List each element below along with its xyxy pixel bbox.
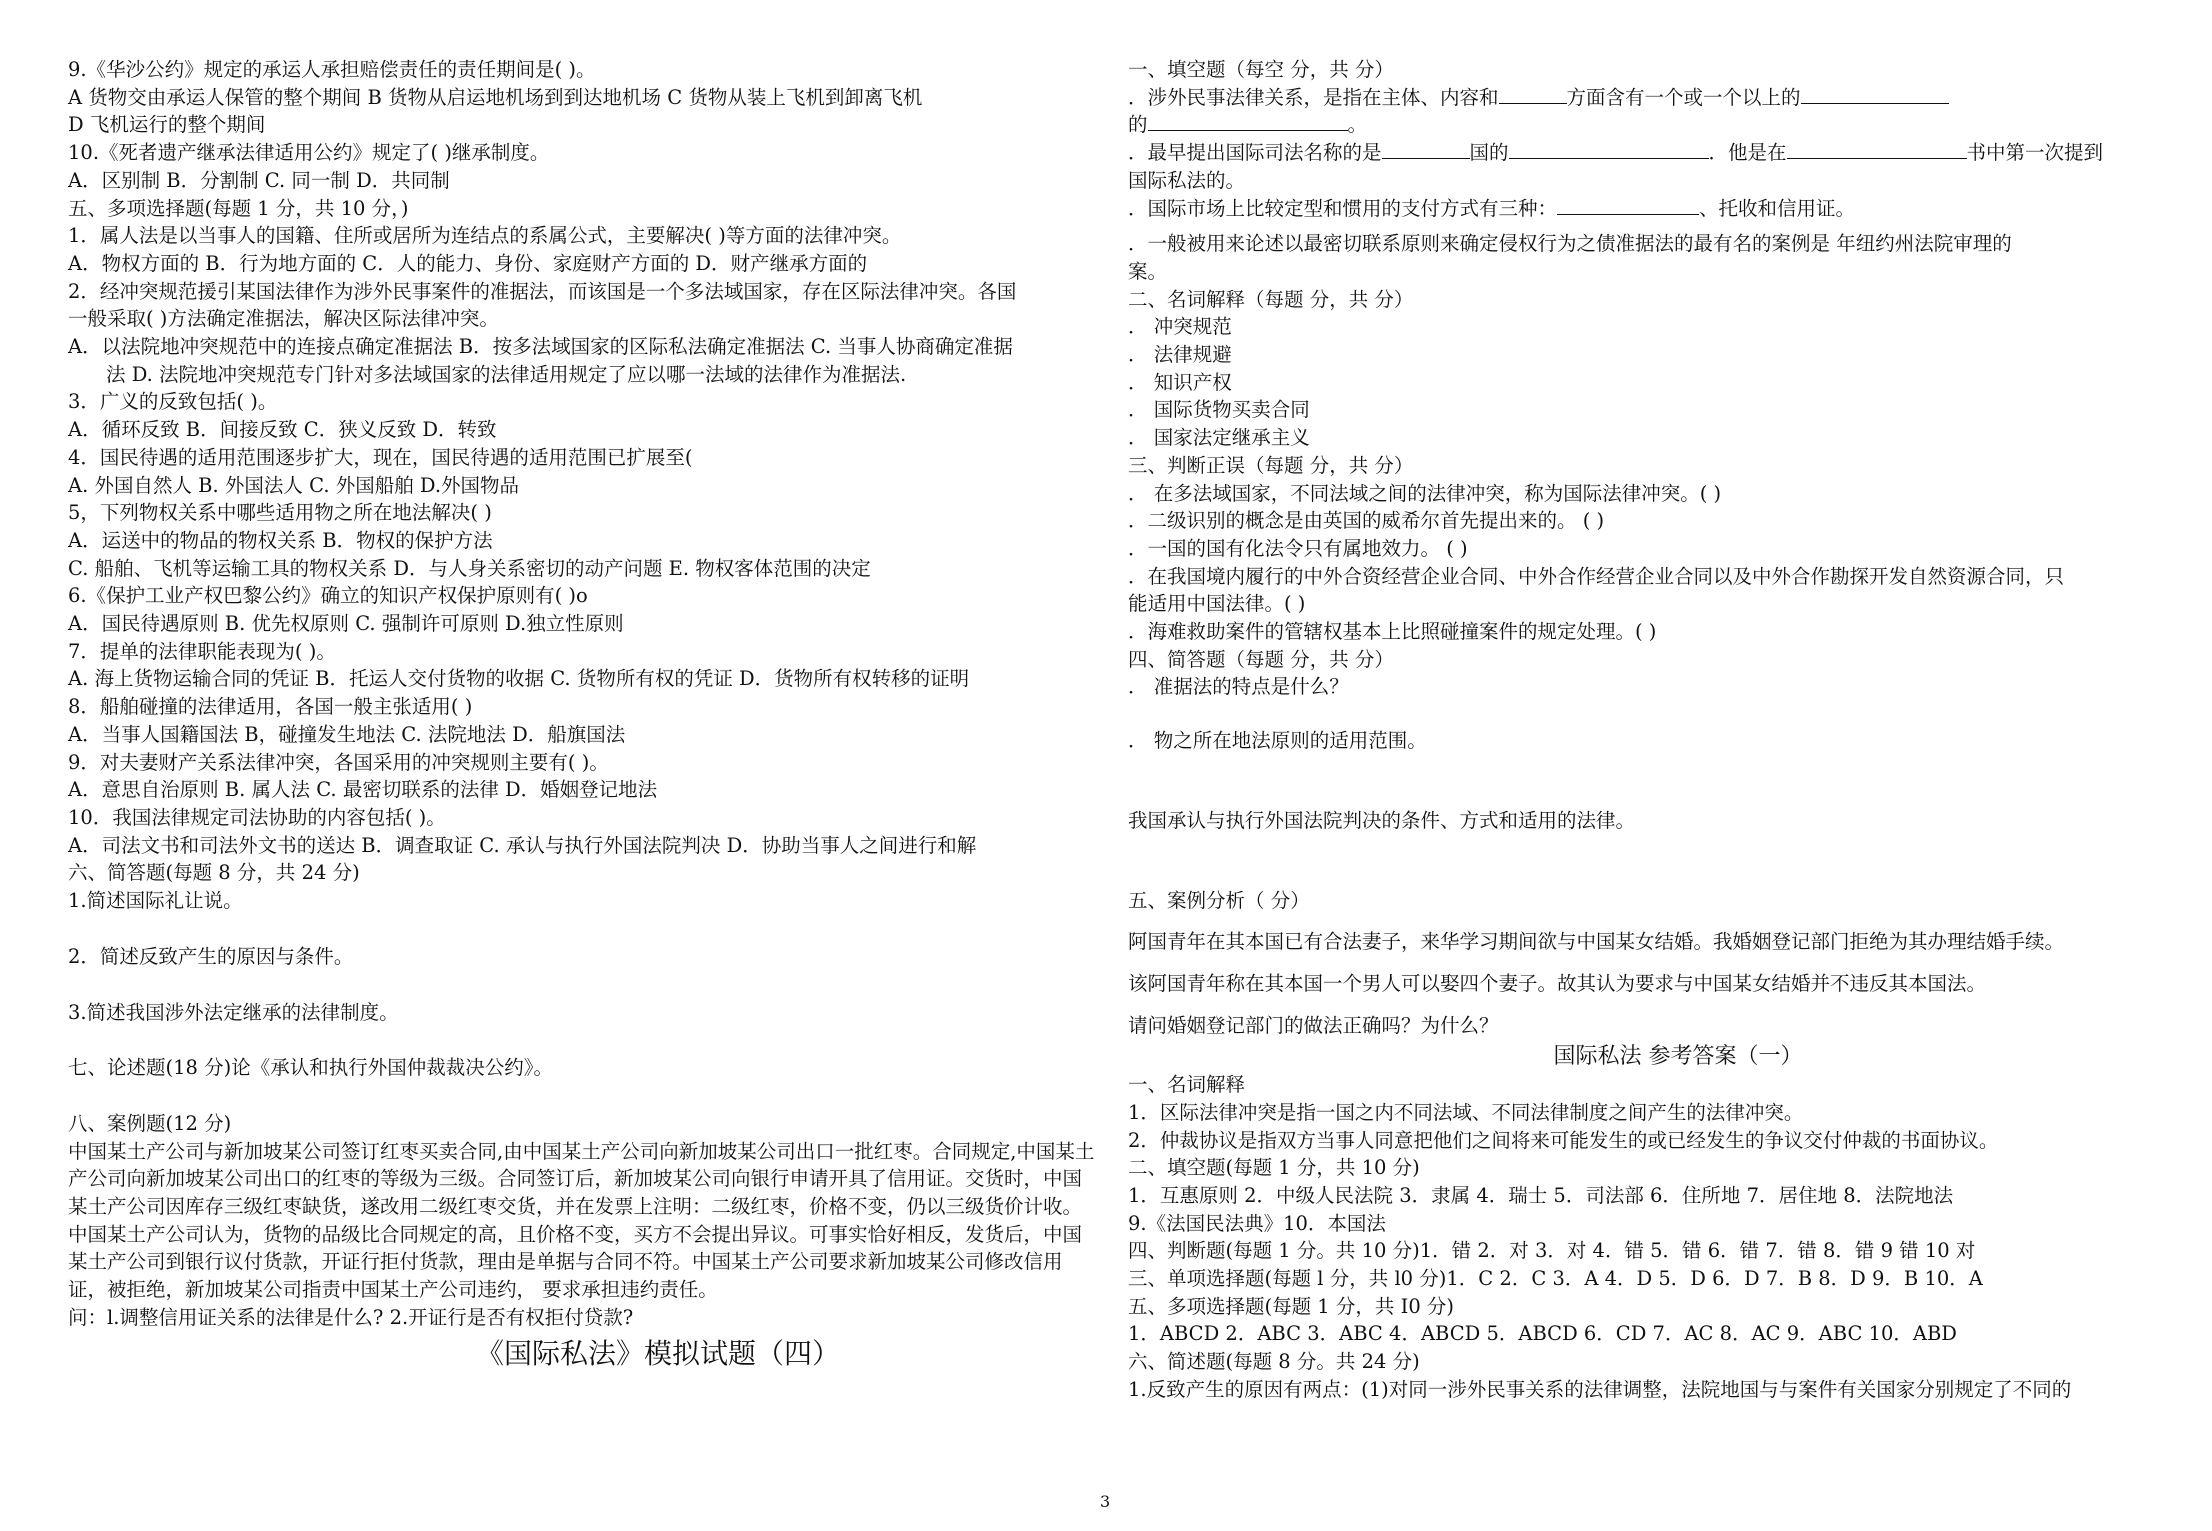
text-line: 2．简述反致产生的原因与条件。 [68, 944, 354, 968]
section-heading: 五、多项选择题(每题 1 分，共 I0 分) [1128, 1294, 1455, 1318]
text-line: 9.《华沙公约》规定的承运人承担赔偿责任的责任期间是( )。 [68, 58, 596, 81]
text-line: D 飞机运行的整个期间 [68, 113, 266, 137]
text-line: ． 准据法的特点是什么？ [1128, 675, 1349, 699]
section-heading: 一、填空题（每空 分，共 分） [1128, 58, 1394, 81]
text-line: 10.《死者遗产继承法律适用公约》规定了( )继承制度。 [68, 141, 550, 165]
section-heading: 八、案例题(12 分) [68, 1111, 232, 1135]
text-line: 3.简述我国涉外法定继承的法律制度。 [68, 1000, 399, 1024]
case-paragraph: 中国某土产公司与新加坡某公司签订红枣买卖合同,由中国某土产公司向新加坡某公司出口一批红枣。合同规定,中国某土产公司向新加坡某公司出口的红枣的等级为三级。合同签订后，新加坡某公司向银行申请开具了信用证。交货时，中国某土产公司因库存三级红枣缺货，遂改用二级红枣交货，并在发票上注明：二级红枣，价格不变，仍以三级货价计收。中国某土产公司认为，货物的品级比合同规定的高，且价格不变，买方不会提出异议。可事实恰好相反，发货后，中国某土产公司到银行议付货款，开证行拒付货款，理由是单据与合同不符。中国某土产公司要求新加坡某公司修改信用证，被拒绝，新加坡某公司指责中国某土产公司违约， 要求承担违约责任。 [68, 1139, 1095, 1302]
text-line: ．国际市场上比较定型和惯用的支付方式有三种： 、托收和信用证。 [1128, 196, 1856, 220]
text-line: ．一般被用来论述以最密切联系原则来确定侵权行为之债准据法的最有名的案例是 年纽约州法院审理的 [1128, 232, 2012, 256]
page-number: 3 [1100, 1492, 1111, 1511]
text-line: 请问婚姻登记部门的做法正确吗？为什么？ [1128, 1013, 1499, 1037]
text-line: ．涉外民事法律关系，是指在主体、内容和 方面含有一个或一个以上的 [1128, 84, 2168, 112]
text-line: ． 国际货物买卖合同 [1128, 398, 1310, 422]
text-line: A．意思自治原则 B. 属人法 C. 最密切联系的法律 D．婚姻登记地法 [68, 778, 658, 802]
section-heading: 六、简述题(每题 8 分。共 24 分) [1128, 1350, 1420, 1374]
text-line: C. 船舶、飞机等运输工具的物权关系 D．与人身关系密切的动产问题 E. 物权客体范围的决定 [68, 556, 871, 580]
text-line: 国际私法的。 [1128, 168, 1246, 192]
text-line: A．国民待遇原则 B. 优先权原则 C. 强制许可原则 D.独立性原则 [68, 612, 624, 636]
text-line: 我国承认与执行外国法院判决的条件、方式和适用的法律。 [1128, 808, 1636, 832]
section-heading: 五、多项选择题(每题 1 分，共 10 分，) [68, 196, 409, 220]
text-line: ．在我国境内履行的中外合资经营企业合同、中外合作经营企业合同以及中外合作勘探开发自然资源合同，只 [1128, 564, 2065, 588]
text-line: 10．我国法律规定司法协助的内容包括( )。 [68, 805, 446, 829]
text-line: 1.简述国际礼让说。 [68, 889, 243, 913]
section-heading: 七、论述题(18 分)论《承认和执行外国仲裁裁决公约》。 [68, 1056, 553, 1080]
text-line: ．一国的国有化法令只有属地效力。 ( ) [1128, 536, 1468, 560]
text-line: 8．船舶碰撞的法律适用，各国一般主张适用( ) [68, 695, 473, 719]
text-line: 2．经冲突规范援引某国法律作为涉外民事案件的准据法，而该国是一个多法域国家，存在区际法律冲突。各国 [68, 279, 1017, 303]
text-line: 三、单项选择题(每题 l 分，共 l0 分)1．C 2．C 3．A 4．D 5．D 6．D 7．B 8．D 9．B 10．A [1128, 1267, 1983, 1291]
text-line: ． 国家法定继承主义 [1128, 426, 1310, 450]
text-line: A 货物交由承运人保管的整个期间 B 货物从启运地机场到到达地机场 C 货物从装上飞机到卸离飞机 [68, 85, 923, 109]
exam-title: 《国际私法》模拟试题（四） [475, 1336, 840, 1370]
section-heading: 二、名词解释（每题 分，共 分） [1128, 287, 1414, 311]
text-line: 该阿国青年称在其本国一个男人可以娶四个妻子。故其认为要求与中国某女结婚并不违反其本国法。 [1128, 971, 1987, 995]
text-line: 6.《保护工业产权巴黎公约》确立的知识产权保护原则有( )o [68, 584, 588, 608]
text-line: 2．仲裁协议是指双方当事人同意把他们之间将来可能发生的或已经发生的争议交付仲裁的书面协议。 [1128, 1128, 1999, 1152]
text-line: 3．广义的反致包括( )。 [68, 390, 278, 414]
section-heading: 五、案例分析（ 分） [1128, 888, 1310, 912]
text-line: A．区别制 B．分割制 C. 同一制 D．共同制 [68, 168, 450, 192]
text-line: 阿国青年在其本国已有合法妻子，来华学习期间欲与中国某女结婚。我婚姻登记部门拒绝为其办理结婚手续。 [1128, 930, 2065, 954]
text-line: 1．属人法是以当事人的国籍、住所或居所为连结点的系属公式，主要解决( )等方面的法律冲突。 [68, 224, 902, 248]
text-line: A．当事人国籍国法 B，碰撞发生地法 C. 法院地法 D．船旗国法 [68, 722, 626, 746]
text-line: A．物权方面的 B．行为地方面的 C．人的能力、身份、家庭财产方面的 D．财产继承方面的 [68, 251, 868, 275]
text-line: 1．ABCD 2．ABC 3．ABC 4．ABCD 5．ABCD 6．CD 7．AC 8．AC 9．ABC 10．ABD [1128, 1322, 1957, 1346]
section-heading: 三、判断正误（每题 分，共 分） [1128, 453, 1414, 477]
text-line: ． 冲突规范 [1128, 315, 1232, 339]
text-line: 四、判断题(每题 1 分。共 10 分)1．错 2．对 3．对 4．错 5．错 6．错 7．错 8．错 9 错 10 对 [1128, 1239, 1976, 1263]
text-line: 1.反致产生的原因有两点：(1)对同一涉外民事关系的法律调整，法院地国与与案件有关国家分别规定了不同的 [1128, 1377, 2072, 1401]
text-line: 9.《法国民法典》10．本国法 [1128, 1211, 1386, 1235]
text-line: ．二级识别的概念是由英国的威希尔首先提出来的。 ( ) [1128, 509, 1605, 533]
text-line: A．运送中的物品的物权关系 B．物权的保护方法 [68, 528, 493, 552]
text-line: A. 外国自然人 B. 外国法人 C. 外国船舶 D.外国物品 [68, 473, 520, 497]
text-line: A．以法院地冲突规范中的连接点确定准据法 B．按多法域国家的区际私法确定准据法 C. 当事人协商确定准据 [68, 335, 1013, 359]
text-line: 法 D. 法院地冲突规范专门针对多法域国家的法律适用规定了应以哪一法域的法律作为准据法. [106, 362, 907, 386]
section-heading: 四、简答题（每题 分，共 分） [1128, 647, 1394, 671]
text-line: 的 。 [1128, 113, 1368, 137]
text-line: ．最早提出国际司法名称的是 国的 ．他是在 书中第一次提到 [1128, 141, 2104, 165]
text-line: 7．提单的法律职能表现为( )。 [68, 639, 336, 663]
answer-title: 国际私法 参考答案（一） [1553, 1044, 1803, 1070]
text-line: ．海难救助案件的管辖权基本上比照碰撞案件的规定处理。( ) [1128, 620, 1657, 644]
text-line: ． 在多法域国家，不同法域之间的法律冲突，称为国际法律冲突。( ) [1128, 481, 1722, 505]
section-heading: 六、简答题(每题 8 分，共 24 分) [68, 861, 360, 885]
text-line: 5，下列物权关系中哪些适用物之所在地法解决( ) [68, 501, 492, 525]
text-line: 能适用中国法律。( ) [1128, 592, 1306, 616]
text-line: A. 海上货物运输合同的凭证 B．托运人交付货物的收据 C. 货物所有权的凭证 D．货物所有权转移的证明 [68, 667, 970, 691]
text-line: ． 法律规避 [1128, 343, 1232, 367]
text-line: 1．互惠原则 2．中级人民法院 3．隶属 4．瑞士 5．司法部 6．住所地 7．居住地 8．法院地法 [1128, 1183, 1954, 1207]
text-line: 案。 [1128, 259, 1168, 283]
section-heading: 二、填空题(每题 1 分，共 10 分) [1128, 1156, 1420, 1180]
text-line: A．司法文书和司法外文书的送达 B．调查取证 C. 承认与执行外国法院判决 D．协助当事人之间进行和解 [68, 833, 977, 857]
text-line: 问：l.调整信用证关系的法律是什么? 2.开证行是否有权拒付贷款? [68, 1305, 634, 1329]
right-column [1128, 56, 2168, 1404]
left-column [68, 56, 1098, 1376]
text-line: ． 知识产权 [1128, 370, 1232, 394]
text-line: 1．区际法律冲突是指一国之内不同法域、不同法律制度之间产生的法律冲突。 [1128, 1100, 1804, 1124]
section-heading: 一、名词解释 [1128, 1073, 1246, 1097]
text-line: A．循环反致 B．间接反致 C．狭义反致 D．转致 [68, 418, 497, 442]
text-line: 9．对夫妻财产关系法律冲突，各国采用的冲突规则主要有( )。 [68, 750, 609, 774]
text-line: 4．国民待遇的适用范围逐步扩大，现在，国民待遇的适用范围已扩展至( [68, 445, 693, 469]
text-line: ． 物之所在地法原则的适用范围。 [1128, 729, 1427, 753]
text-line: 一般采取( )方法确定准据法，解决区际法律冲突。 [68, 307, 499, 331]
